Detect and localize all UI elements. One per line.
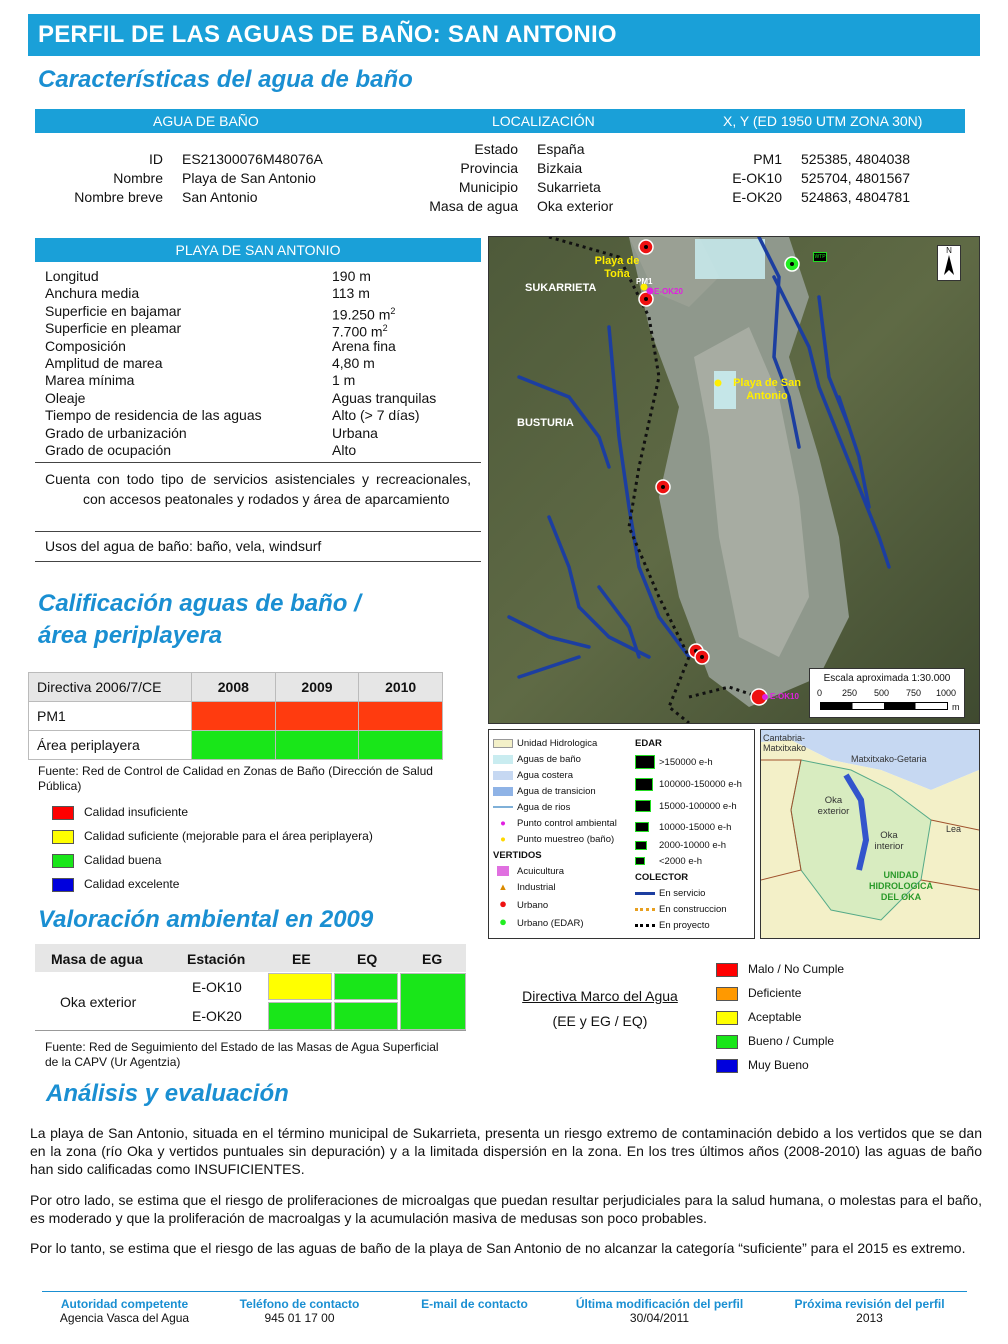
footer-heading: E-mail de contacto [421,1297,528,1311]
inset-label: Cantabria-Matxitxako [763,733,807,753]
calificacion-header: Directiva 2006/7/CE [29,673,192,702]
agua-keys [40,150,163,207]
coord-key: PM1 [753,151,782,167]
playa-key: Oleaje [45,389,86,406]
location-map [488,236,980,724]
north-label: N [946,246,952,255]
wtp-icon [635,841,647,850]
analisis-paragraph: Por otro lado, se estima que el riesgo de proliferaciones de microalgas que puedan resultar perjudiciales para la salud humana, o molestas para el baño, es moderado y que la proliferación de macroalgas y la acumulación masiva de medusas son poco probables. [30,1192,982,1226]
year-header: 2009 [275,673,359,702]
playa-row [45,338,481,355]
playa-header-bar [35,238,481,262]
playa-row [45,285,481,302]
map-label-busturia: BUSTURIA [517,417,574,429]
wtp-icon [635,857,645,865]
calificacion-cell [275,731,359,760]
analisis-paragraph: La playa de San Antonio, situada en el término municipal de Sukarrieta, presenta un riesgo extremo de contaminación debido a los vertidos que se dan en la zona (río Oka y vertidos puntuales sin depuración) y a la limitada dispersión en la zona. En los tres últimos años (2008-2010) las aguas de baño han sido calificadas como INSUFICIENTES. [30,1125,982,1177]
loc-key: Estado [474,141,518,157]
footer-heading: Próxima revisión del perfil [794,1297,945,1311]
legend-item: <2000 e-h [635,854,753,870]
playa-key: Amplitud de marea [45,355,163,372]
loc-values [537,140,697,216]
playa-value: 4,80 m [332,355,375,372]
scale-bar: Escala aproximada 1:30.000 0 250 500 750 1000 m [809,668,965,718]
wtp-icon [635,822,649,832]
valoracion-table [35,944,466,1032]
legend-item: ● Urbano (EDAR) [499,914,584,929]
inset-label: Oka interior [874,830,904,852]
legend-left-list [493,736,617,932]
legend-item: Malo / No Cumple [716,957,844,981]
legend-item: ● Urbano [499,896,549,911]
divider [35,1030,466,1031]
valoracion-legend [716,957,844,1077]
calificacion-legend [52,800,373,896]
map-label-pm1: PM1 [636,277,653,286]
playa-row [45,320,481,340]
playa-row [45,355,481,372]
legend-item: ▲ Industrial [498,882,556,893]
col-header-agua: AGUA DE BAÑO [153,113,259,129]
coord-key: E-OK10 [732,170,782,186]
map-legend [488,729,755,939]
footer-value: Agencia Vasca del Agua [59,1311,190,1325]
scale-unit: m [952,702,960,712]
coord-key: E-OK20 [732,189,782,205]
playa-row [45,268,481,285]
legend-item: Calidad excelente [52,872,373,896]
valoracion-ee-cell [268,1002,332,1030]
playa-key: Composición [45,337,126,354]
coord-values [801,150,971,207]
divider [35,462,481,463]
legend-item: Deficiente [716,981,844,1005]
scale-bar-graphic [820,702,948,710]
playa-row [45,390,481,407]
inset-label: Matxitxako-Getaria [851,754,927,764]
playa-value: 7.700 $m^2$ [332,323,388,340]
footer-divider [42,1291,967,1292]
playa-usos: Usos del agua de baño: baño, vela, windsurf [45,538,322,554]
legend-item: Unidad Hidrologica [493,736,617,752]
footer-value: 30/04/2011 [629,1311,690,1325]
legend-item: Bueno / Cumple [716,1029,844,1053]
legend-item: 10000-15000 e-h [635,818,753,838]
calificacion-table [28,672,443,760]
legend-item: >150000 e-h [635,752,753,774]
playa-key: Superficie en pleamar [45,320,182,337]
loc-value: Sukarrieta [537,179,601,195]
legend-item: En construccion [635,902,753,918]
playa-key: Grado de urbanización [45,424,187,441]
legend-item: 2000-10000 e-h [635,838,753,854]
section-heading-calificacion: Calificación aguas de baño / área periplayera [38,590,361,649]
playa-row [45,372,481,389]
loc-value: España [537,141,585,157]
agua-values [182,150,382,207]
legend-item: 100000-150000 e-h [635,774,753,796]
calificacion-row-label: PM1 [29,702,192,731]
footer-heading: Teléfono de contacto [239,1297,360,1311]
map-label-playa-san-antonio: Playa de San Antonio [733,377,801,402]
loc-value: Bizkaia [537,160,583,176]
map-label-eok10: E-OK10 [770,692,799,701]
aerial-map-graphic [489,237,979,723]
map-label-playa-tona: Playa de Toña [594,255,640,280]
playa-value: 19.250 $m^2$ [332,305,396,323]
legend-item: ● Punto control ambiental [500,818,617,829]
playa-value: 190 m [332,268,371,284]
valoracion-masa: Oka exterior [60,994,137,1010]
legend-item: Aguas de baño [493,752,617,768]
dma-label: Directiva Marco del Agua (EE y EG / EQ) [522,988,678,1029]
wtp-icon: WTP [814,254,826,260]
inset-label: Lea [946,824,962,834]
playa-table [45,268,481,459]
agua-key: Nombre [113,170,163,186]
calificacion-row-label: Área periplayera [29,731,192,760]
playa-key: Tiempo de residencia de las aguas [45,407,262,424]
valoracion-eq-cell [334,973,398,1000]
playa-value: Urbana [332,424,378,441]
divider [35,531,481,532]
col-header-localizacion: LOCALIZACIÓN [492,113,595,129]
legend-item: Agua de transicion [493,784,617,800]
playa-value: Alto [332,442,357,459]
analisis-paragraph: Por lo tanto, se estima que el riesgo de las aguas de baño de la playa de San Antonio de no alcanzar la categoría “suficiente” para el 2015 es extremo. [30,1240,966,1256]
agua-value: ES21300076M48076A [182,151,323,167]
legend-item: Acuicultura [493,864,617,880]
section-heading-analisis: Análisis y evaluación [46,1080,289,1107]
calificacion-cell [192,702,276,731]
scale-title: Escala aproximada 1:30.000 [823,673,951,684]
coord-value: 525385, 4804038 [801,151,910,167]
legend-item: Calidad buena [52,848,373,872]
valoracion-header-row: Masa de agua Estación EE EQ EG [35,944,466,972]
map-label-sukarrieta: SUKARRIETA [525,282,597,294]
agua-value: Playa de San Antonio [182,170,316,186]
legend-item: Calidad insuficiente [52,800,373,824]
playa-row [45,407,481,424]
characteristics-header-bar [35,109,965,133]
valoracion-ee-cell [268,973,332,1000]
playa-value: 1 m [332,372,356,389]
section-heading-valoracion: Valoración ambiental en 2009 [38,906,374,933]
playa-value: Aguas tranquilas [332,389,437,406]
valoracion-eg-cell [400,973,466,1030]
playa-value: Alto (> 7 días) [332,407,420,424]
playa-key: Superficie en bajamar [45,302,182,319]
valoracion-station: E-OK20 [192,1008,242,1024]
calificacion-cell [192,731,276,760]
loc-key: Provincia [460,160,518,176]
playa-key: Longitud [45,268,99,284]
playa-row [45,442,481,459]
legend-colector-title: COLECTOR [635,872,689,883]
loc-key: Municipio [458,179,518,195]
legend-item: Muy Bueno [716,1053,844,1077]
legend-item: Calidad suficiente (mejorable para el área periplayera) [52,824,373,848]
divider [35,561,481,562]
legend-vertidos-title: VERTIDOS [493,850,542,861]
calificacion-fuente: Fuente: Red de Control de Calidad en Zonas de Baño (Dirección de Salud Pública) [38,764,433,793]
legend-item: Aceptable [716,1005,844,1029]
playa-value: Arena fina [332,337,396,354]
coord-value: 524863, 4804781 [801,189,910,205]
agua-key: ID [149,151,163,167]
wtp-icon [635,755,655,769]
calificacion-cell [275,702,359,731]
year-header: 2008 [192,673,276,702]
wtp-icon [635,778,653,791]
agua-key: Nombre breve [74,189,163,205]
playa-key: Grado de ocupación [45,442,172,459]
north-arrow-icon [937,245,961,281]
year-header: 2010 [359,673,443,702]
legend-item: En servicio [635,886,753,902]
legend-right-list [635,736,753,934]
inset-map [760,729,980,939]
coord-keys [700,150,782,207]
legend-item: 15000-100000 e-h [635,796,753,818]
playa-key: Anchura media [45,285,140,302]
footer-heading: Autoridad competente [60,1297,189,1311]
agua-value: San Antonio [182,189,258,205]
map-label-eok20: E-OK20 [654,287,683,296]
legend-item: En proyecto [635,918,753,934]
valoracion-fuente: Fuente: Red de Seguimiento del Estado de las Masas de Agua Superficial de la CAPV (Ur Agentzia) [45,1040,439,1069]
coord-value: 525704, 4801567 [801,170,910,186]
loc-key: Masa de agua [429,198,518,214]
valoracion-eq-cell [334,1002,398,1030]
footer-value: 945 01 17 00 [264,1311,335,1325]
footer-heading: Última modificación del perfil [575,1297,744,1311]
valoracion-station: E-OK10 [192,979,242,995]
footer-value: 2013 [856,1311,883,1325]
legend-item: ● Punto muestreo (baño) [500,834,615,845]
playa-header: PLAYA DE SAN ANTONIO [175,242,341,258]
calificacion-cell [359,702,443,731]
section-heading-caracteristicas: Características del agua de baño [38,66,413,93]
playa-row [45,302,481,323]
playa-row [45,425,481,442]
col-header-coords: X, Y (ED 1950 UTM ZONA 30N) [723,113,923,129]
legend-item: Agua costera [493,768,617,784]
page-title: PERFIL DE LAS AGUAS DE BAÑO: SAN ANTONIO [28,14,980,56]
inset-label: UNIDAD HIDROLOGICA DEL OKA [869,870,933,902]
playa-value: 113 m [332,285,370,302]
wtp-icon [635,800,651,812]
playa-key: Marea mínima [45,372,135,389]
legend-edar-title: EDAR [635,738,662,749]
inset-label: Oka exterior [817,795,850,817]
calificacion-cell [359,731,443,760]
playa-servicios: Cuenta con todo tipo de servicios asistenciales y recreacionales, con accesos peatonales y rodados y área de aparcamiento [45,471,471,507]
loc-keys [400,140,518,216]
loc-value: Oka exterior [537,198,614,214]
legend-item: Agua de rios [493,800,617,816]
